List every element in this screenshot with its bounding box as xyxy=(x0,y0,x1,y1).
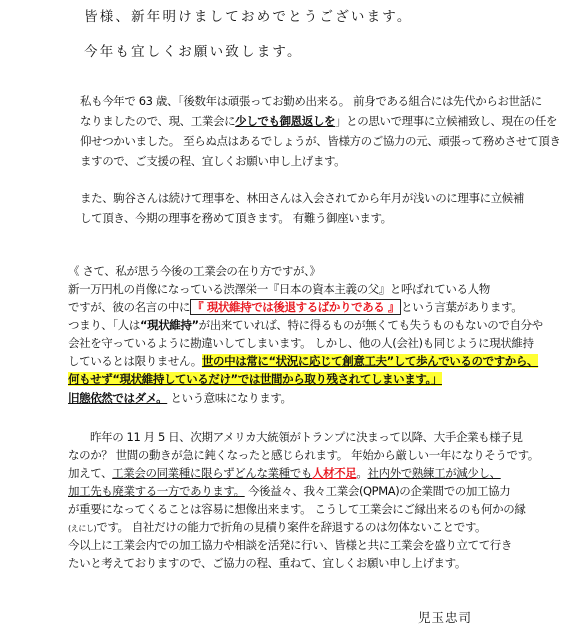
para4-line-3 xyxy=(68,466,501,480)
greeting-line-1: 皆様、新年明けましておめでとうございます。 xyxy=(84,9,413,25)
quote-box: 『 現状維持では後退するばかりである 』 xyxy=(192,300,400,314)
para4-line-8: たいと考えておりますので、ご協力の程、重ねて、宜しくお願い申し上げます。 xyxy=(68,556,466,570)
signature: 児玉忠司 xyxy=(418,610,473,625)
text-run: しているとは限りません。 xyxy=(68,354,202,368)
para2-line-2: して頂き、今期の理事を務めて頂きます。 有難う御座います。 xyxy=(80,211,392,225)
emphasis-gratitude: 少しでも御恩返しを xyxy=(235,114,336,128)
text-run: ですが、彼の名言の中に xyxy=(68,300,191,314)
highlight-left-behind: 何もせず“現状維持しているだけ”では世間から取り残されてしまいます。」 xyxy=(68,372,442,386)
para1-line-1: 私も今年で 63 歳、「後数年は頑張ってお勤め出来る。 前身である組合には先代からお世話に xyxy=(80,94,542,108)
section-heading: 《 さて、私が思う今後の工業会の在り方ですが、》 xyxy=(68,264,321,278)
emphasis-status-quo: “現状維持” xyxy=(139,318,199,332)
text-run: つまり、「人は xyxy=(68,318,140,332)
section-line-3 xyxy=(68,318,543,332)
underline-industries: 工業会の同業種に限らずどんな業種でも xyxy=(112,466,312,480)
text-run: 加えて、 xyxy=(68,466,113,480)
furigana-enishi: (えにし) xyxy=(68,524,97,533)
text-run: です。 自社だけの能力で折角の見積り案件を辞退するのは勿体ないことです。 xyxy=(96,520,487,534)
section-line-6 xyxy=(68,372,442,386)
text-run: が出来ていれば、特に得るものが無くても失うものもないので自分や xyxy=(198,318,543,332)
text-run: 。 xyxy=(356,466,368,480)
text-run: なりましたので、現、工業会に xyxy=(80,114,236,128)
para1-line-4: ますので、ご支援の程、宜しくお願い申し上げます。 xyxy=(80,154,346,168)
section-line-2 xyxy=(68,300,522,314)
text-run: 」との思いで理事に立候補致し、現在の任を xyxy=(335,114,558,128)
underline-skilled-decline: 社内外で熟練工が減少し、 xyxy=(367,466,501,480)
para4-line-1 xyxy=(68,430,523,444)
para1-line-2 xyxy=(80,114,557,128)
emphasis-outdated: 旧態依然ではダメ。 xyxy=(68,391,168,405)
para4-line-2: なのか？ 世間の動きが急に鈍くなったと感じられます。 年始から厳しい一年になりそうです。 xyxy=(68,448,539,462)
text-run: という意味になります。 xyxy=(167,391,292,405)
greeting-line-2: 今年も宜しくお願い致します。 xyxy=(84,44,303,60)
section-line-1: 新一万円札の肖像になっている渋澤栄一『日本の資本主義の父』と呼ばれている人物 xyxy=(68,282,490,296)
section-line-7 xyxy=(68,391,292,405)
text-run: という言葉があります。 xyxy=(401,300,523,314)
text-run: 昨年の 11 月 5 日、次期アメリカ大統領がトランプに決まって以降、大手企業も様子見 xyxy=(90,430,523,444)
highlight-ingenuity: 世の中は常に“状況に応じて創意工夫”して歩んでいるのですから、 xyxy=(201,354,539,368)
para1-line-3: 仰せつかいました。 至らぬ点はあるでしょうが、皆様方のご協力の元、頑張って務めさせて頂き xyxy=(80,134,561,148)
para4-line-5: が重要になってくることは容易に想像出来ます。 こうして工業会にご縁出来るのも何かの縁 xyxy=(68,502,526,516)
emphasis-labor-shortage: 人材不足 xyxy=(311,466,357,480)
para4-line-7: 今以上に工業会内での加工協力や相談を活発に行い、皆様と共に工業会を盛り立てて行き xyxy=(68,538,512,552)
text-run: 今後益々、我々工業会(QPMA)の企業間での加工協力 xyxy=(244,484,511,498)
section-line-5 xyxy=(68,354,538,368)
underline-closures: 加工先も廃業する一方であります。 xyxy=(68,484,245,498)
para2-line-1: また、駒谷さんは続けて理事を、林田さんは入会されてから年月が浅いのに理事に立候補 xyxy=(80,191,524,205)
para4-line-4 xyxy=(68,484,510,498)
para4-line-6 xyxy=(68,520,486,536)
section-line-4: 会社を守っているように勘違いしてしまいます。 しかし、他の人(会社)も同じように現状維持 xyxy=(68,336,534,350)
